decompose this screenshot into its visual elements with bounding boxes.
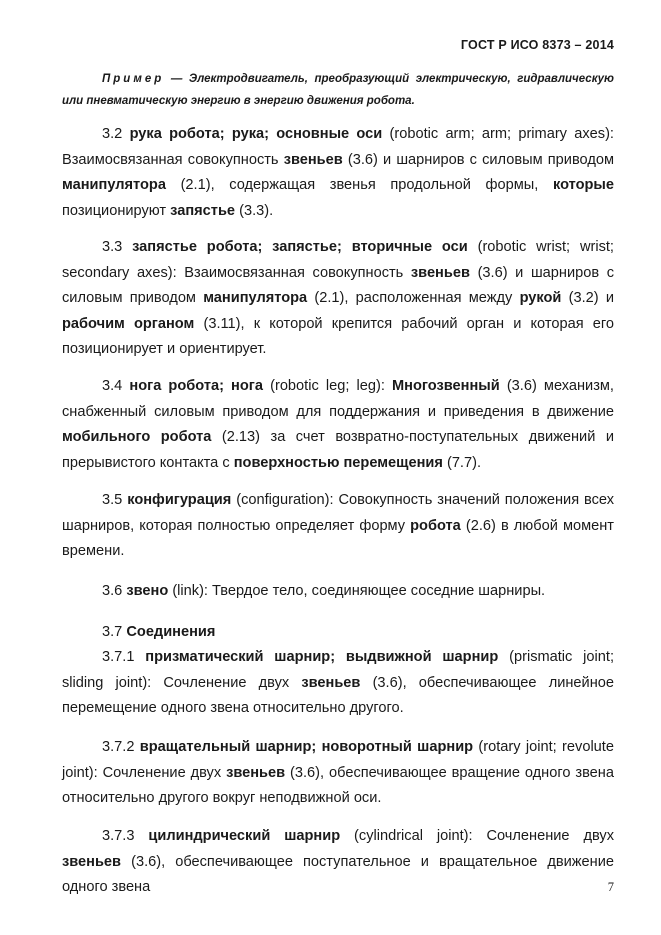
page-number: 7 <box>607 880 614 894</box>
clause-3-7-1: 3.7.1 призматический шарнир; выдвижной шарнир (prismatic joint; sliding joint): Сочленение двух звеньев (3.6), обеспечивающее линейное перемещение одного звена относительно другого. <box>62 649 614 716</box>
example-label: Пример <box>102 73 165 85</box>
example-note: Пример — Электродвигатель, преобразующий электрическую, гидравлическую или пневматическую энергию в энергию движения робота. <box>62 73 615 107</box>
clause-3-2: 3.2 рука робота; рука; основные оси (robotic arm; arm; primary axes): Взаимосвязанная совокупность звеньев (3.6) и шарниров с силовым приводом манипулятора (2.1), содержащая звенья продольной формы, которые позиционируют запястье (3.3). <box>62 126 614 219</box>
term: вращательный шарнир; новоротный шарнир <box>139 739 474 755</box>
example-text: Электродвигатель, преобразующий электрическую, гидравлическую или пневматическую энергию в энергию движения робота. <box>62 73 615 107</box>
term: рука робота; рука; основные оси <box>129 126 383 142</box>
document-header: ГОСТ Р ИСО 8373 – 2014 <box>460 38 614 52</box>
term: звено <box>126 583 169 599</box>
term: запястье робота; запястье; вторичные оси <box>132 239 468 255</box>
clause-3-7: 3.7 Соединения <box>102 624 216 640</box>
term: призматический шарнир; выдвижной шарнир <box>145 649 499 665</box>
clause-3-4: 3.4 нога робота; нога (robotic leg; leg): Многозвенный (3.6) механизм, снабженный силовым приводом для поддержания и приведения в движение мобильного робота (2.13) за счет возвратно-поступательных движений и прерывистого контакта с поверхностью перемещения (7.7). <box>62 378 614 471</box>
clause-3-7-2: 3.7.2 вращательный шарнир; новоротный шарнир (rotary joint; revolute joint): Сочленение двух звеньев (3.6), обеспечивающее вращение одного звена относительно другого вокруг неподвижной оси. <box>62 739 614 806</box>
clause-3-6: 3.6 звено (link): Твердое тело, соединяющее соседние шарниры. <box>102 583 546 599</box>
clause-3-5: 3.5 конфигурация (configuration): Совокупность значений положения всех шарниров, которая полностью определяет форму робота (2.6) в любой момент времени. <box>62 492 615 559</box>
term: конфигурация <box>127 492 232 508</box>
section-heading: Соединения <box>126 624 216 640</box>
term: нога робота; нога <box>129 378 263 394</box>
clause-3-3: 3.3 запястье робота; запястье; вторичные оси (robotic wrist; wrist; secondary axes): Взаимосвязанная совокупность звеньев (3.6) и шарниров с силовым приводом манипулятора (2.1), расположенная между рукой (3.2) и рабочим органом (3.11), к которой крепится рабочий орган и которая его позиционирует и ориентирует. <box>62 239 615 357</box>
term: цилиндрический шарнир <box>148 828 341 844</box>
clause-3-7-3: 3.7.3 цилиндрический шарнир (cylindrical joint): Сочленение двух звеньев (3.6), обеспечивающее поступательное и вращательное движение одного звена <box>62 828 614 895</box>
